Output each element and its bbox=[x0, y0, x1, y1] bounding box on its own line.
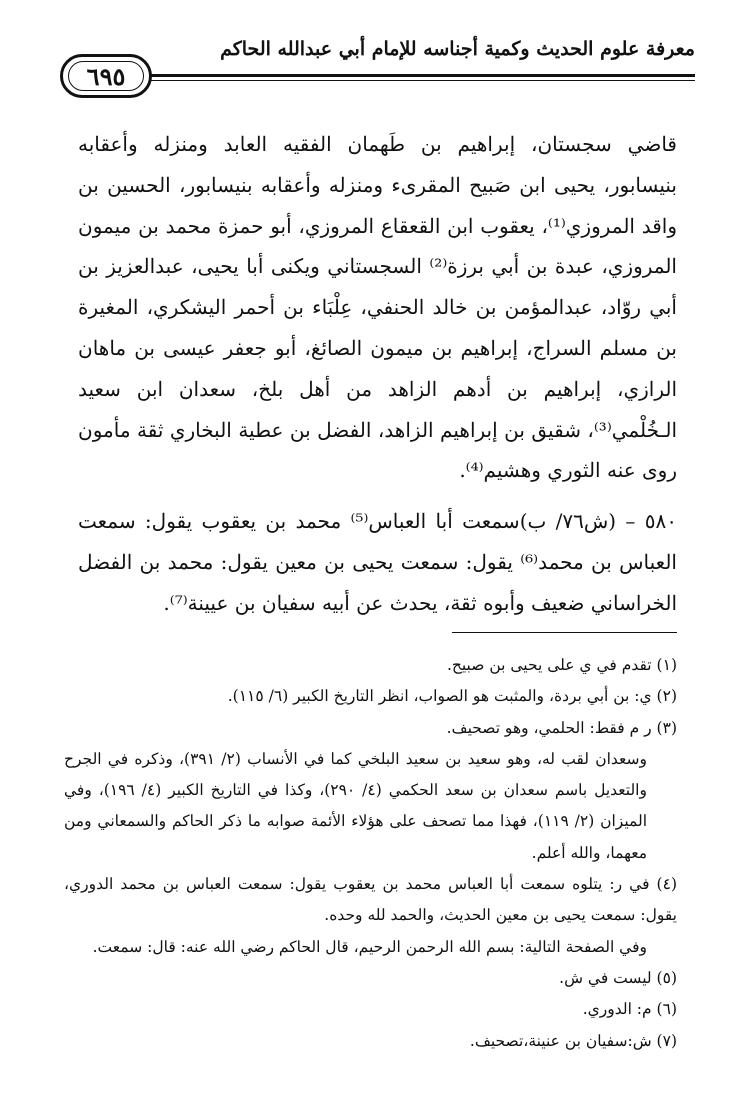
paragraph-hadith-580: ٥٨٠ – (ش٧٦/ ب)سمعت أبا العباس⁽⁵⁾ محمد بن يعقوب يقول: سمعت العباس بن محمد⁽⁶⁾ يقول: سمعت يحيى بن معين يقول: محمد بن الفضل الخراساني ضعيف وأبوه ثقة، يحدث عن أبيه سفيان بن عيينة⁽⁷⁾. bbox=[78, 509, 677, 615]
footnotes bbox=[64, 650, 677, 1057]
running-title: معرفة علوم الحديث وكمية أجناسه للإمام أبي عبدالله الحاكم bbox=[220, 38, 695, 60]
footnote-7: (٧) ش:سفيان بن عنينة،تصحيف. bbox=[469, 1031, 677, 1050]
footnote-1: (١) تقدم في ي على يحيى بن صبيح. bbox=[446, 656, 677, 674]
main-text bbox=[78, 124, 677, 624]
footnote-2: (٢) ي: بن أبي بردة، والمثبت هو الصواب، انظر التاريخ الكبير (٦/ ١١٥). bbox=[227, 687, 677, 706]
footnote-6: (٦) م: الدوري. bbox=[582, 1000, 677, 1019]
page-number-text: ٦٩٥ bbox=[86, 61, 126, 91]
paragraph-narrators: قاضي سجستان، إبراهيم بن طَهمان الفقيه العابد ومنزله وأعقابه بنيسابور، يحيى ابن صَبيح المقرىء ومنزله وأعقابه بنيسابور، الحسين بن واقد المروزي⁽¹⁾، يعقوب ابن القعقاع المروزي، أبو حمزة محمد بن ميمون المروزي، عبدة بن أبي برزة⁽²⁾ السجستاني ويكنى أبا يحيى، عبدالعزيز بن أبي روّاد، عبدالمؤمن بن خالد الحنفي، عِلْبَاء بن أحمر اليشكري، المغيرة بن مسلم السراج، إبراهيم بن ميمون الصائغ، أبو جعفر عيسى بن ماهان الرازي، إبراهيم بن أدهم الزاهد من أهل بلخ، سعدان ابن سعيد الـخُلْمي⁽³⁾، شقيق بن إبراهيم الزاهد، الفضل بن عطية البخاري ثقة مأمون روى عنه الثوري وهشيم⁽⁴⁾. bbox=[78, 132, 678, 483]
footnote-3: (٣) ر م فقط: الحلمي، وهو تصحيف. bbox=[446, 718, 677, 737]
footnote-5: (٥) ليست في ش. bbox=[559, 968, 677, 987]
header-rule-thin bbox=[150, 80, 695, 81]
header-rule bbox=[150, 74, 695, 77]
footnote-4-continuation: وفي الصفحة التالية: بسم الله الرحمن الرحيم، قال الحاكم رضي الله عنه: قال: سمعت. bbox=[92, 937, 647, 956]
footnote-separator bbox=[452, 632, 677, 633]
footnote-4: (٤) في ر: يتلوه سمعت أبا العباس محمد بن يعقوب يقول: سمعت العباس بن محمد الدوري، يقول: سمعت يحيى بن معين الحديث، والحمد لله وحده. bbox=[64, 875, 677, 925]
footnote-3-continuation: وسعدان لقب له، وهو سعيد بن سعيد البلخي كما في الأنساب (٢/ ٣٩١)، وذكره في الجرح والتعديل باسم سعدان بن سعد الحكمي (٤/ ٢٩٠)، وكذا في التاريخ الكبير (٤/ ١٩٦)، وفي الميزان (٢/ ١١٩)، فهذا مما تصحف على هؤلاء الأئمة صوابه ما ذكر الحاكم والسمعاني ومن معهما، والله أعلم. bbox=[64, 749, 648, 862]
page-number bbox=[60, 54, 152, 98]
